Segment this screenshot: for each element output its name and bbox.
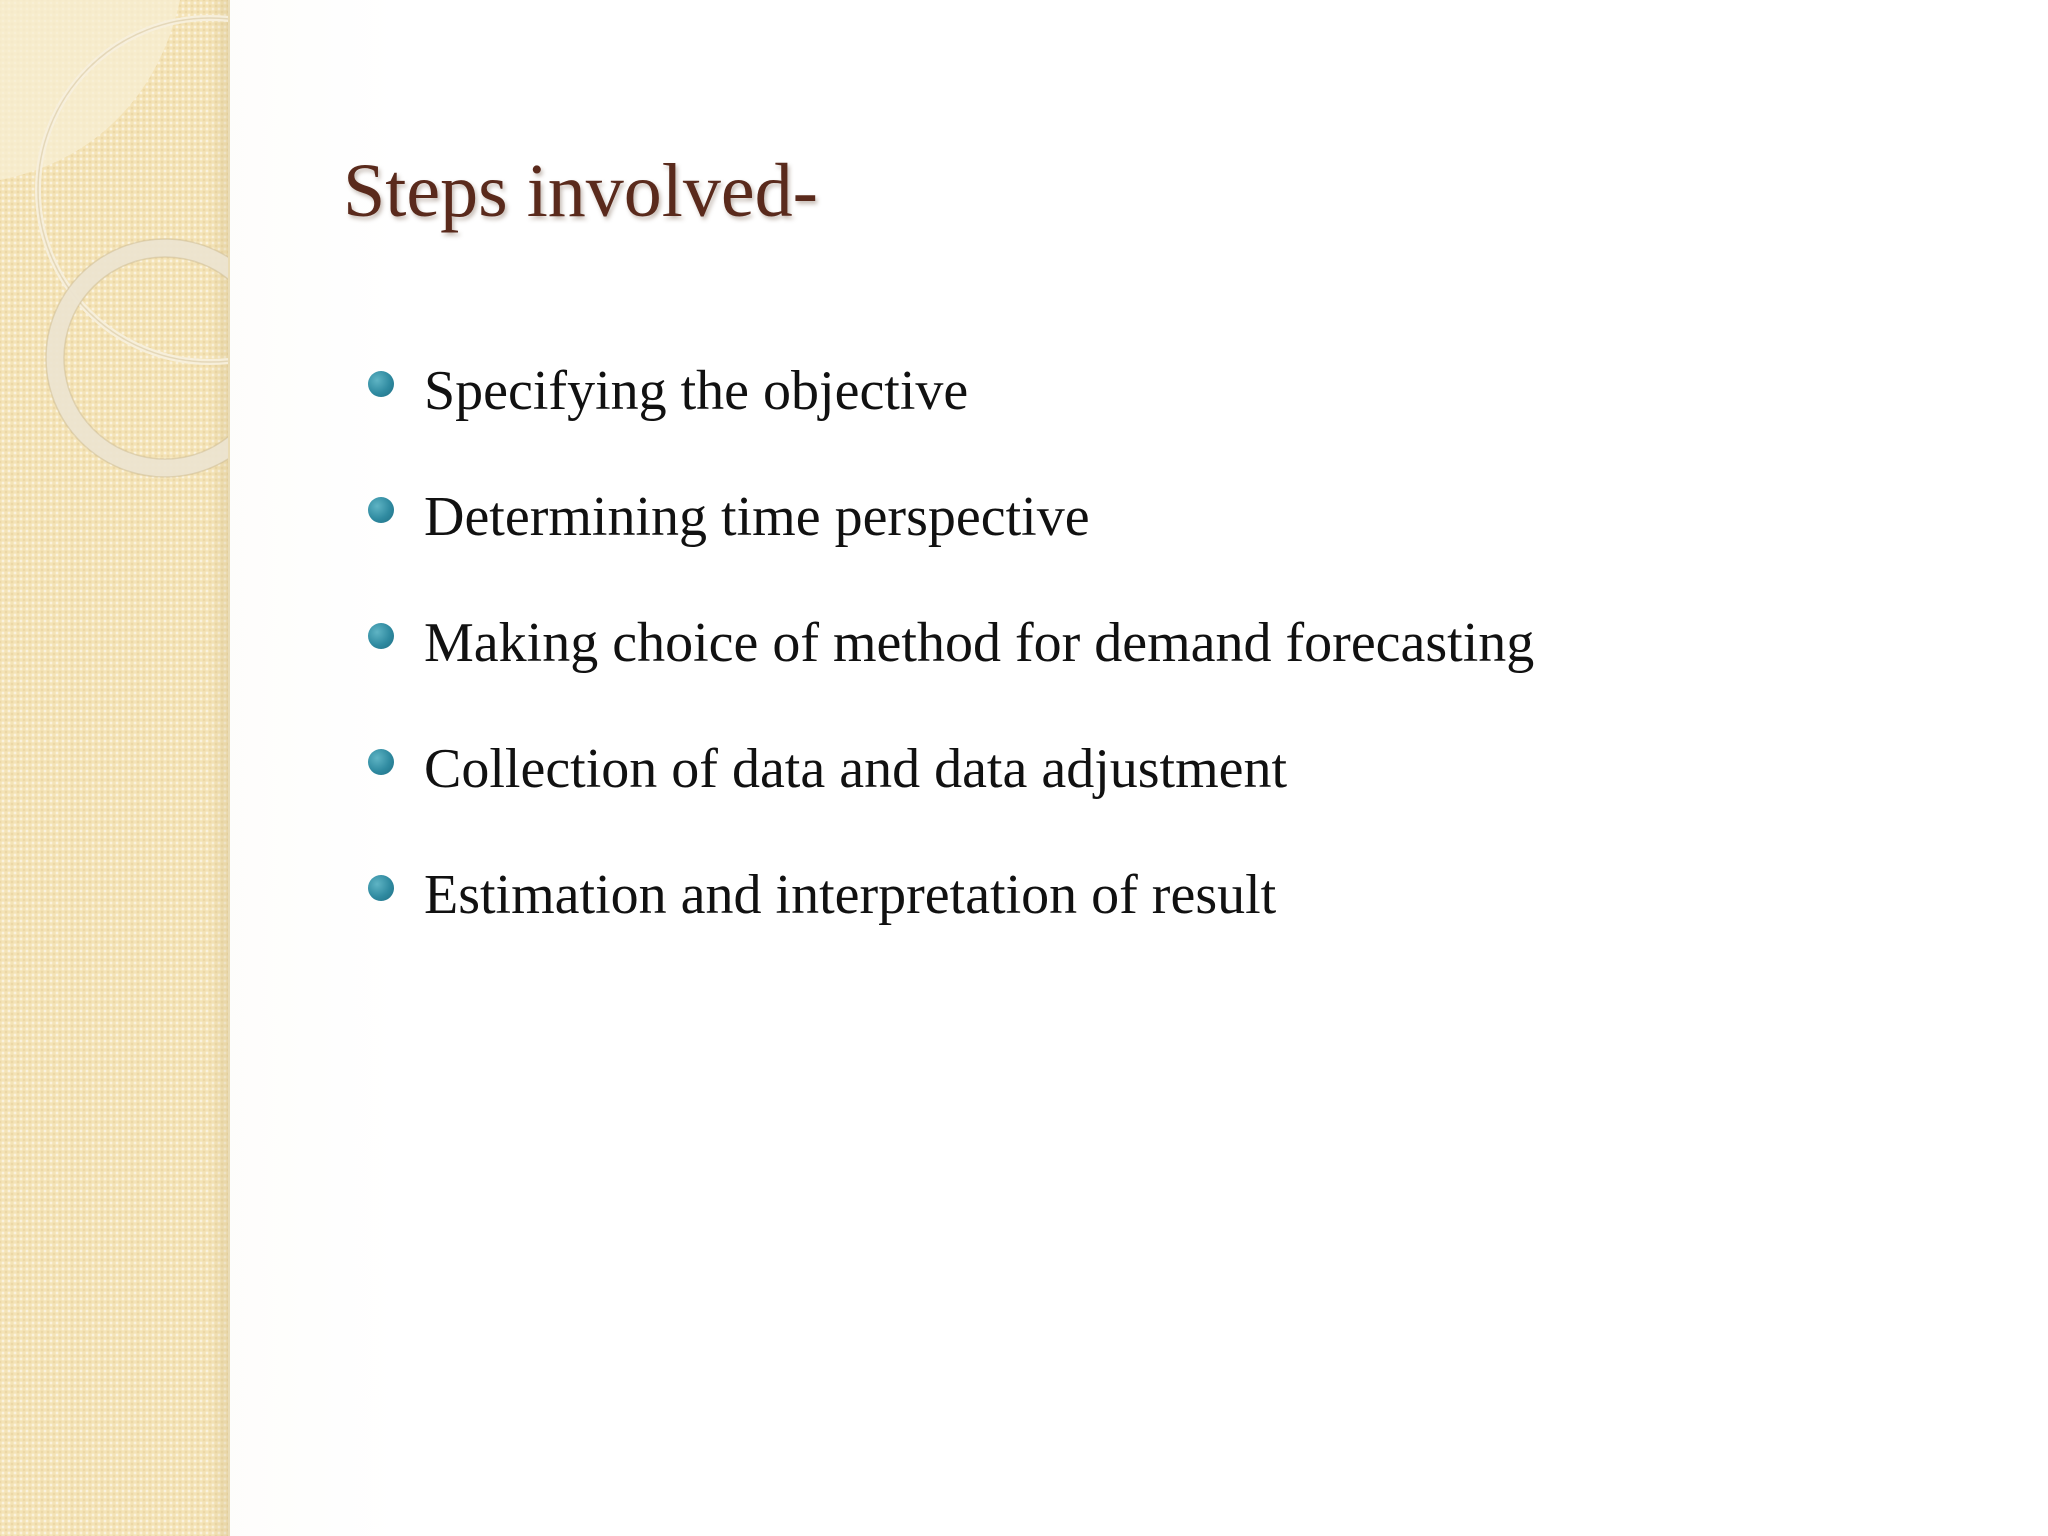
- bullet-text: Making choice of method for demand forecasting: [424, 612, 1535, 674]
- bullet-icon: [368, 875, 394, 901]
- slide-title: Steps involved-: [343, 149, 818, 233]
- bullet-text: Specifying the objective: [424, 360, 969, 422]
- bullet-icon: [368, 623, 394, 649]
- bullet-icon: [368, 749, 394, 775]
- decorative-rings-icon: [0, 0, 228, 520]
- bullet-text: Collection of data and data adjustment: [424, 738, 1288, 800]
- bullet-icon: [368, 371, 394, 397]
- bullet-icon: [368, 497, 394, 523]
- bullet-text: Estimation and interpretation of result: [424, 864, 1277, 926]
- bullet-text: Determining time perspective: [424, 486, 1090, 548]
